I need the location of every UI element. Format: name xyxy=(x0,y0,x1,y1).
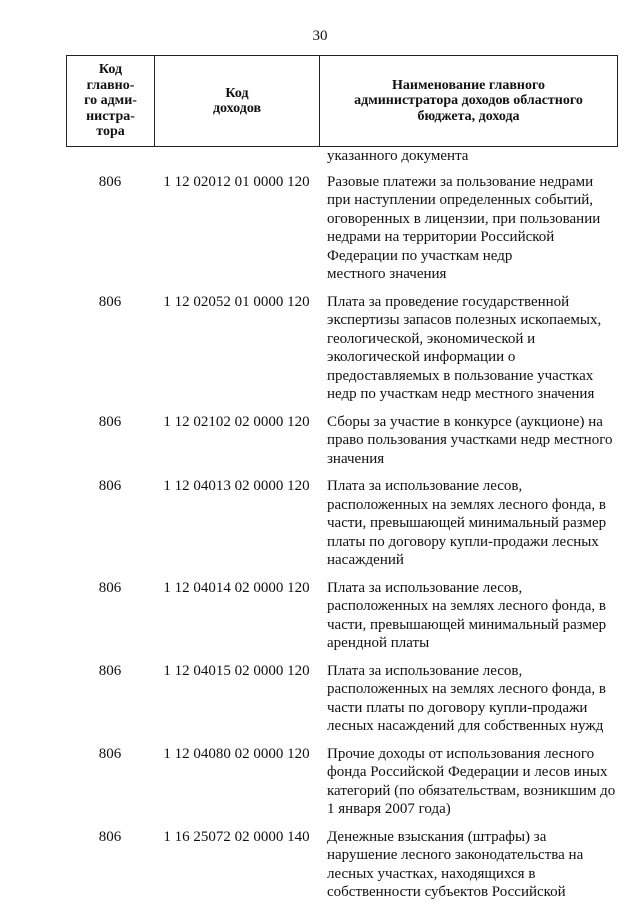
header-revenue-code xyxy=(155,56,320,147)
table-row xyxy=(66,173,617,284)
admin-code-cell xyxy=(66,147,154,166)
revenue-name-cell xyxy=(319,579,617,653)
name-line: Плата за проведение государственной xyxy=(327,293,570,310)
header-name-line: бюджета, дохода xyxy=(417,108,520,124)
name-line: Федерации по участкам недр xyxy=(327,247,513,264)
revenue-name-cell xyxy=(319,413,617,469)
page-number: 30 xyxy=(312,28,328,44)
name-line: категорий (по обязательствам, возникшим до xyxy=(327,782,616,799)
revenue-code-cell xyxy=(154,147,319,166)
name-line: местного значения xyxy=(327,266,447,282)
table-row xyxy=(66,413,617,469)
revenue-code-cell: 1 12 02102 02 0000 120 xyxy=(163,413,310,430)
name-line: экспертизы запасов полезных ископаемых, xyxy=(327,312,602,328)
revenue-name-cell xyxy=(319,173,617,284)
name-line: геологической, экономической и xyxy=(327,330,536,347)
admin-code-cell: 806 xyxy=(98,579,122,596)
table-row xyxy=(66,293,617,404)
name-line: расположенных на землях лесного фонда, в xyxy=(327,496,606,513)
name-line: лесных насаждений для собственных нужд xyxy=(327,718,604,734)
name-line: право пользования участками недр местного xyxy=(327,432,613,448)
header-code-line: Код xyxy=(225,85,249,101)
admin-code-cell: 806 xyxy=(98,293,122,310)
revenue-name-cell xyxy=(319,828,617,902)
name-line: арендной платы xyxy=(327,635,430,651)
header-admin-line: главно- xyxy=(86,77,135,93)
table-header xyxy=(66,55,618,147)
name-line: Сборы за участие в конкурсе (аукционе) на xyxy=(327,413,603,430)
name-line: расположенных на землях лесного фонда, в xyxy=(327,598,606,614)
header-name-line: администратора доходов областного xyxy=(354,93,583,109)
name-line: насаждений xyxy=(327,552,404,568)
header-admin-line: тора xyxy=(96,124,125,140)
revenue-code-cell: 1 16 25072 02 0000 140 xyxy=(163,828,310,845)
name-line: части, превышающей минимальный размер xyxy=(327,616,607,633)
name-line: Плата за использование лесов, xyxy=(327,579,523,596)
name-line: недрами на территории Российской xyxy=(327,229,555,245)
name-line: указанного документа xyxy=(327,148,469,164)
name-line: собственности субъектов Российской xyxy=(327,884,566,900)
name-line: Разовые платежи за пользование недрами xyxy=(327,173,594,190)
name-line: нарушение лесного законодательства на xyxy=(327,847,584,863)
admin-code-cell: 806 xyxy=(98,828,122,845)
continuation-row xyxy=(66,147,617,166)
name-line: Денежные взыскания (штрафы) за xyxy=(327,828,547,845)
admin-code-cell: 806 xyxy=(98,662,122,679)
name-line: Плата за использование лесов, xyxy=(327,478,523,494)
name-line: части платы по договору купли-продажи xyxy=(327,699,588,716)
name-line: платы по договору купли-продажи лесных xyxy=(327,533,599,550)
name-line: предоставляемых в пользование участках xyxy=(327,367,594,384)
table-row xyxy=(66,579,617,653)
revenue-name-cell xyxy=(319,477,617,570)
admin-code-cell: 806 xyxy=(98,478,122,494)
revenue-code-cell: 1 12 02012 01 0000 120 xyxy=(163,173,310,190)
table-row xyxy=(66,662,617,736)
header-name xyxy=(320,56,618,147)
name-line: лесных участках, находящихся в xyxy=(327,865,536,882)
header-code-line: доходов xyxy=(212,101,262,116)
revenue-name-cell xyxy=(319,147,617,166)
revenue-code-cell: 1 12 04015 02 0000 120 xyxy=(163,662,310,679)
name-line: Плата за использование лесов, xyxy=(327,662,523,679)
revenue-name-cell xyxy=(319,293,617,404)
name-line: экологической информации о xyxy=(327,349,516,365)
table-row xyxy=(66,745,617,819)
header-admin-line: Код xyxy=(98,62,123,78)
revenue-code-cell: 1 12 04013 02 0000 120 xyxy=(163,478,310,494)
name-line: 1 января 2007 года) xyxy=(327,801,451,817)
revenue-code-cell: 1 12 04014 02 0000 120 xyxy=(163,579,310,596)
revenue-code-cell: 1 12 02052 01 0000 120 xyxy=(163,293,310,310)
table-row xyxy=(66,477,617,570)
revenue-code-cell: 1 12 04080 02 0000 120 xyxy=(163,745,310,762)
admin-code-cell: 806 xyxy=(98,173,122,190)
name-line: значения xyxy=(327,450,385,467)
header-name-line: Наименование главного xyxy=(392,77,545,93)
revenue-name-cell xyxy=(319,662,617,736)
table-row xyxy=(66,828,617,902)
revenue-name-cell xyxy=(319,745,617,819)
header-admin-line: го адми- xyxy=(84,93,137,109)
name-line: недр по участкам недр местного значения xyxy=(327,386,595,402)
name-line: расположенных на землях лесного фонда, в xyxy=(327,681,606,697)
name-line: Прочие доходы от использования лесного xyxy=(327,745,595,762)
name-line: оговоренных в лицензии, при пользовании xyxy=(327,210,601,227)
admin-code-cell: 806 xyxy=(98,413,122,430)
table-body xyxy=(66,147,617,902)
name-line: фонда Российской Федерации и лесов иных xyxy=(327,764,608,780)
header-admin-line: нистра- xyxy=(86,108,135,124)
name-line: при наступлении определенных событий, xyxy=(327,192,594,208)
admin-code-cell: 806 xyxy=(98,745,122,762)
header-admin-code xyxy=(67,56,155,147)
name-line: части, превышающей минимальный размер xyxy=(327,515,607,531)
